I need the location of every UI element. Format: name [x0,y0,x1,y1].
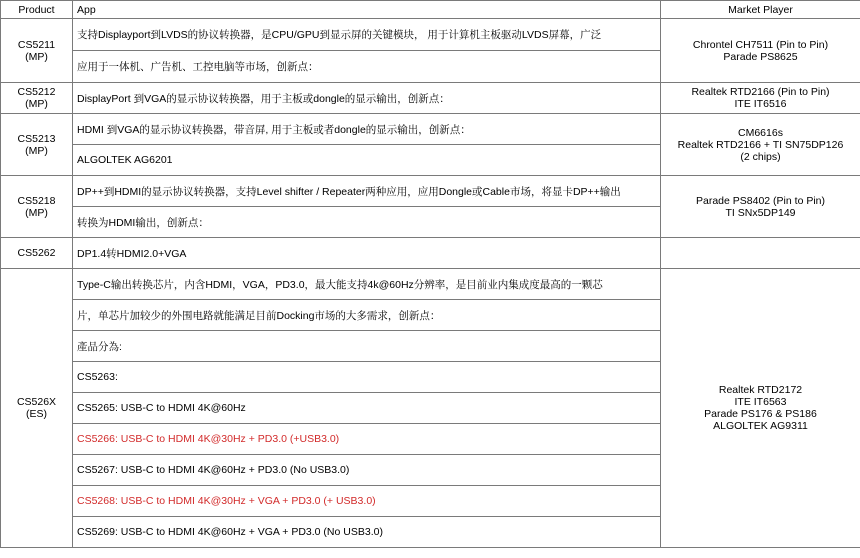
app-cell: 转换为HDMI输出，创新点： [73,207,661,238]
app-cell-highlighted: CS5266: USB-C to HDMI 4K@30Hz + PD3.0 (+USB3.0) [73,424,661,455]
product-status: (MP) [25,98,48,110]
app-cell-highlighted: CS5268: USB-C to HDMI 4K@30Hz + VGA + PD3.0 (+ USB3.0) [73,486,661,517]
app-cell: DP++到HDMI的显示协议转换器，支持Level shifter / Repeater两种应用，应用Dongle或Cable市场，将显卡DP++输出 [73,176,661,207]
product-name: CS526X [16,396,57,408]
product-status: (MP) [25,144,48,157]
market-player: Parade PS176 & PS186 [704,408,817,420]
product-cell [1,114,73,176]
market-player-column-header: Market Player [661,1,860,19]
product-cell [1,238,73,269]
market-player: ITE IT6516 [734,98,787,110]
product-name: CS5211 [17,38,56,51]
app-cell: ALGOLTEK AG6201 [73,145,661,176]
product-name: CS5213 [17,132,56,145]
product-column-header: Product [1,1,73,19]
app-cell: CS5269: USB-C to HDMI 4K@60Hz + VGA + PD3.0 (No USB3.0) [73,517,661,548]
table-row [1,19,860,51]
table-row [1,83,860,114]
product-name: CS5262 [17,247,56,259]
table-row [1,269,860,300]
market-player: TI SNx5DP149 [725,206,796,219]
product-status: (MP) [25,206,48,219]
product-cell [1,83,73,114]
product-name: CS5218 [17,194,56,207]
market-player-cell [661,269,860,548]
app-cell: 支持Displayport到LVDS的协议转换器，是CPU/GPU到显示屏的关键模块， 用于计算机主板驱动LVDS屏幕，广泛 [73,19,661,51]
product-status: (ES) [26,408,47,420]
market-player-cell [661,83,860,114]
table-row [1,114,860,145]
market-player: ITE IT6563 [734,396,787,408]
market-player: Chrontel CH7511 (Pin to Pin) [692,38,829,51]
product-name: CS5212 [17,86,56,98]
market-player-cell [661,238,860,269]
product-cell [1,19,73,83]
market-player: ALGOLTEK AG9311 [713,420,808,432]
product-cell [1,269,73,548]
market-player-cell [661,176,860,238]
app-cell: 应用于一体机、广告机、工控电脑等市场，创新点： [73,51,661,83]
table-row [1,176,860,207]
app-cell: Type-C输出转换芯片，内含HDMI，VGA，PD3.0，最大能支持4k@60Hz分辨率，是目前业内集成度最高的一颗芯 [73,269,661,300]
market-player: Realtek RTD2172 [718,384,803,396]
app-cell: CS5267: USB-C to HDMI 4K@60Hz + PD3.0 (No USB3.0) [73,455,661,486]
app-cell: 片，单芯片加较少的外围电路就能满足目前Docking市场的大多需求，创新点： [73,300,661,331]
market-player: Realtek RTD2166 (Pin to Pin) [691,86,830,98]
app-cell: CS5265: USB-C to HDMI 4K@60Hz [73,393,661,424]
market-player: Realtek RTD2166 + TI SN75DP126 [677,138,844,151]
app-cell: CS5263: [73,362,661,393]
app-column-header: App [73,1,661,19]
market-player-cell [661,19,860,83]
header-row [1,1,860,19]
product-status: (MP) [25,50,48,63]
app-cell: DisplayPort 到VGA的显示协议转换器，用于主板或dongle的显示输出，创新点： [73,83,661,114]
app-cell: 產品分為: [73,331,661,362]
market-player: (2 chips) [740,150,781,163]
market-player: CM6616s [738,126,783,139]
table-row [1,238,860,269]
market-player-cell [661,114,860,176]
market-player: Parade PS8625 [723,50,798,63]
app-cell: DP1.4转HDMI2.0+VGA [73,238,661,269]
app-cell: HDMI 到VGA的显示协议转换器，带音屏, 用于主板或者dongle的显示输出，创新点： [73,114,661,145]
product-cell [1,176,73,238]
market-player: Parade PS8402 (Pin to Pin) [696,194,825,207]
